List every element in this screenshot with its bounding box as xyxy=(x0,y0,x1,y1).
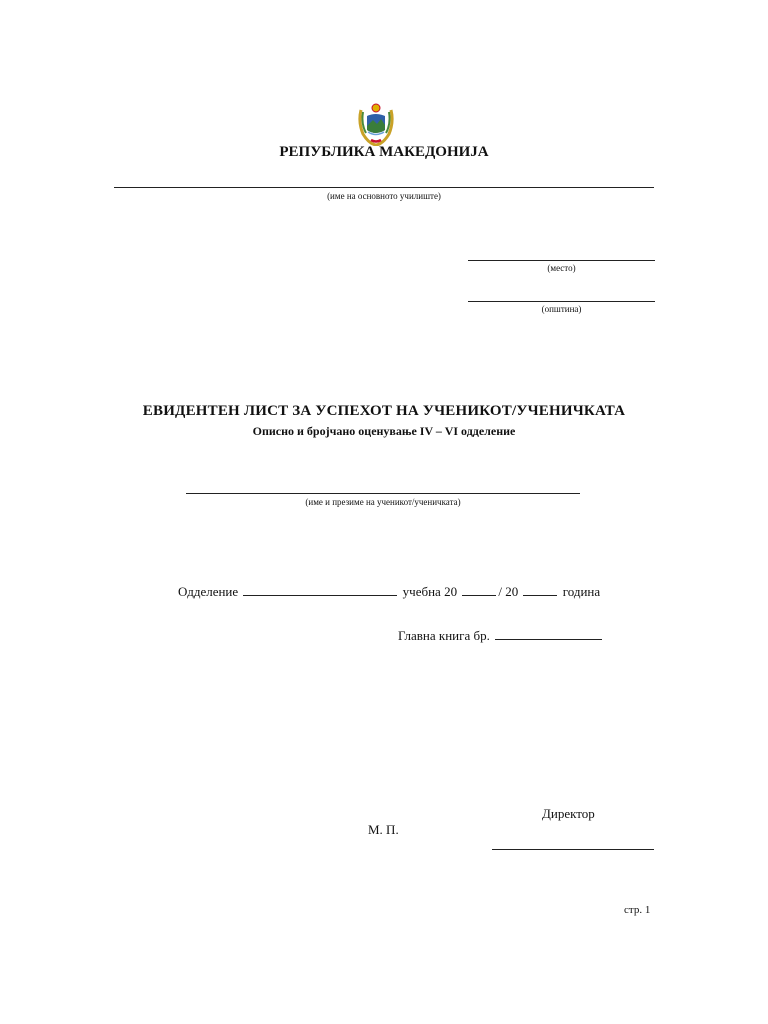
year-end-field[interactable] xyxy=(523,583,557,596)
year-separator: / 20 xyxy=(498,584,519,599)
director-signature-line[interactable] xyxy=(492,849,654,850)
stamp-label: М. П. xyxy=(368,822,399,837)
main-book-label: Главна книга бр. xyxy=(398,628,490,643)
school-name-caption: (име на основното училиште) xyxy=(327,191,441,201)
place-caption: (место) xyxy=(547,263,576,273)
coat-of-arms-icon xyxy=(355,102,397,146)
main-book-field[interactable] xyxy=(495,627,602,640)
school-year-label: учебна 20 xyxy=(402,584,458,599)
municipality-line[interactable] xyxy=(468,301,655,302)
document-subtitle: Описно и бројчано оценување IV – VI одделение xyxy=(252,424,516,438)
godina-label: година xyxy=(562,584,601,599)
municipality-caption: (општина) xyxy=(541,304,582,314)
student-name-caption: (име и презиме на ученикот/ученичката) xyxy=(305,497,461,507)
page-number: стр. 1 xyxy=(624,904,651,916)
director-label: Директор xyxy=(542,806,595,821)
document-title: ЕВИДЕНТЕН ЛИСТ ЗА УСПЕХОТ НА УЧЕНИКОТ/УЧЕНИЧКАТА xyxy=(142,403,626,419)
class-year-row xyxy=(178,583,600,600)
school-name-line[interactable] xyxy=(114,187,654,188)
class-field[interactable] xyxy=(243,583,397,596)
year-start-field[interactable] xyxy=(462,583,496,596)
main-book-row xyxy=(398,627,604,644)
student-name-line[interactable] xyxy=(186,493,580,494)
class-label: Одделение xyxy=(178,584,239,599)
place-line[interactable] xyxy=(468,260,655,261)
country-heading: РЕПУБЛИКА МАКЕДОНИЈА xyxy=(279,144,489,160)
